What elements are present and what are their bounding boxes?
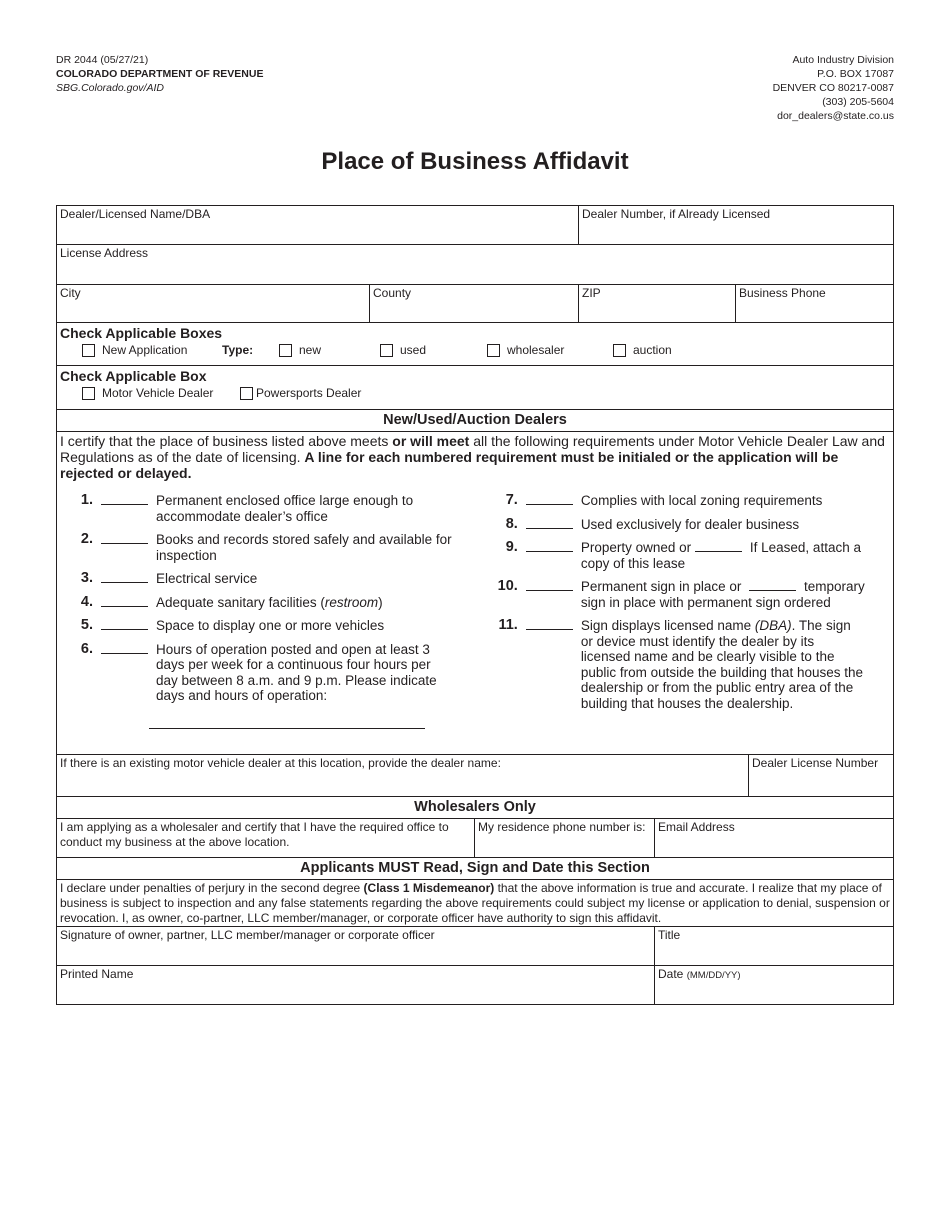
type-label: Type:	[222, 343, 254, 357]
initial-line-6[interactable]	[101, 642, 148, 654]
row-address	[57, 245, 893, 285]
initial-line-3[interactable]	[101, 571, 148, 583]
new-label: new	[299, 343, 322, 357]
requirement-5: 5. Space to display one or more vehicles	[80, 617, 385, 633]
po-box: P.O. BOX 17087	[817, 68, 894, 80]
city-field[interactable]: City	[57, 285, 370, 322]
business-phone-field[interactable]: Business Phone	[739, 286, 826, 300]
check-boxes-heading: Check Applicable Boxes	[60, 325, 223, 341]
motor-vehicle-checkbox[interactable]	[82, 387, 95, 400]
initial-line-1[interactable]	[101, 493, 148, 505]
initial-line-7[interactable]	[526, 493, 573, 505]
dealer-license-number-field[interactable]: Dealer License Number	[752, 756, 879, 770]
wholesaler-checkbox[interactable]	[487, 344, 500, 357]
requirement-2: 2. Books and records stored safely and available for inspection	[80, 531, 452, 563]
row-declaration	[57, 880, 893, 927]
row-check-box	[57, 366, 893, 410]
zip-field[interactable]: ZIP	[579, 285, 736, 322]
email: dor_dealers@state.co.us	[777, 110, 894, 122]
requirement-6: 6. Hours of operation posted and open at least 3 days per week for a continuous four hours per day between 8 a.m. and 9 p.m. Please indicate days and hours of operation:	[80, 640, 437, 703]
requirement-3: 3. Electrical service	[80, 570, 258, 586]
title-field[interactable]: Title	[658, 928, 681, 942]
powersports-label: Powersports Dealer	[256, 386, 362, 400]
requirement-4: 4. Adequate sanitary facilities (restroom)	[80, 593, 383, 610]
date-field[interactable]: Date (MM/DD/YY)	[658, 967, 741, 981]
initial-line-5[interactable]	[101, 618, 148, 630]
requirement-9: 9. Property owned or If Leased, attach a copy of this lease	[505, 539, 861, 571]
residence-phone-field[interactable]: My residence phone number is:	[475, 819, 655, 857]
wholesalers-heading: Wholesalers Only	[414, 799, 536, 815]
motor-vehicle-label: Motor Vehicle Dealer	[102, 386, 214, 400]
powersports-checkbox[interactable]	[240, 387, 253, 400]
row-new-used-heading	[57, 410, 893, 432]
used-label: used	[400, 343, 427, 357]
initial-line-9[interactable]	[526, 540, 573, 552]
row-check-boxes	[57, 323, 893, 366]
existing-dealer-field[interactable]: If there is an existing motor vehicle dealer at this location, provide the dealer name:	[57, 755, 749, 796]
row-signature	[57, 927, 893, 966]
row-city	[57, 285, 893, 323]
printed-name-field[interactable]: Printed Name	[57, 966, 655, 1004]
row-printed-name	[57, 966, 893, 1004]
requirement-11: 11. Sign displays licensed name (DBA). The sign or device must identify the dealer by its licensed name and be clearly visible to the public from outside the building that houses the dealership or from the public entry area of the building that houses the dealership.	[498, 617, 863, 711]
wholesaler-certify-text: I am applying as a wholesaler and certify that I have the required office to conduct my business at the above location.	[57, 819, 475, 857]
signature-field[interactable]: Signature of owner, partner, LLC member/manager or corporate officer	[57, 927, 655, 965]
affidavit-form	[56, 205, 894, 1005]
certification-text: I certify that the place of business listed above meets or will meet all the following requirements under Motor Vehicle Dealer Law and Regulations as of the date of licensing. A line for each numbered requirement must be initialed or the application will be rejected or delayed.	[60, 433, 885, 481]
requirement-1: 1. Permanent enclosed office large enough to accommodate dealer’s office	[80, 492, 414, 524]
page-title: Place of Business Affidavit	[321, 148, 629, 175]
initial-line-2[interactable]	[101, 532, 148, 544]
department-name: COLORADO DEPARTMENT OF REVENUE	[56, 68, 264, 80]
wholesaler-email-field[interactable]: Email Address	[658, 820, 735, 834]
requirement-7: 7. Complies with local zoning requirements	[505, 492, 823, 508]
agency-header	[56, 53, 263, 95]
dealer-name-field[interactable]: Dealer/Licensed Name/DBA	[57, 206, 579, 244]
temporary-sign-initial-line[interactable]	[749, 580, 796, 591]
row-wholesalers	[57, 819, 893, 858]
auction-checkbox[interactable]	[613, 344, 626, 357]
row-wholesalers-heading	[57, 797, 893, 819]
row-sign-heading	[57, 858, 893, 880]
hours-of-operation-line[interactable]	[149, 728, 425, 729]
used-checkbox[interactable]	[380, 344, 393, 357]
dealer-number-field[interactable]: Dealer Number, if Already Licensed	[582, 207, 771, 221]
requirement-8: 8. Used exclusively for dealer business	[505, 515, 800, 532]
row-dealer	[57, 206, 893, 245]
form-number: DR 2044 (05/27/21)	[56, 54, 149, 66]
city-line: DENVER CO 80217-0087	[772, 82, 894, 94]
leased-initial-line[interactable]	[695, 541, 742, 552]
new-used-heading: New/Used/Auction Dealers	[383, 412, 567, 428]
row-existing-dealer	[57, 755, 893, 797]
new-checkbox[interactable]	[279, 344, 292, 357]
check-box-heading: Check Applicable Box	[60, 368, 207, 384]
requirements-list	[57, 481, 893, 739]
new-application-checkbox[interactable]	[82, 344, 95, 357]
division-address	[773, 53, 894, 123]
initial-line-8[interactable]	[526, 517, 573, 529]
website: SBG.Colorado.gov/AID	[56, 82, 164, 94]
initial-line-11[interactable]	[526, 618, 573, 630]
license-address-field[interactable]: License Address	[60, 246, 149, 260]
phone: (303) 205-5604	[822, 96, 894, 108]
requirement-10: 10. Permanent sign in place or temporary sign in place with permanent sign ordered	[497, 578, 865, 610]
division-name: Auto Industry Division	[792, 54, 894, 66]
county-field[interactable]: County	[370, 285, 579, 322]
wholesaler-label: wholesaler	[507, 343, 565, 357]
initial-line-10[interactable]	[526, 579, 573, 591]
sign-heading: Applicants MUST Read, Sign and Date this Section	[300, 860, 650, 876]
initial-line-4[interactable]	[101, 595, 148, 607]
new-application-label: New Application	[102, 343, 188, 357]
declaration-text: I declare under penalties of perjury in the second degree (Class 1 Misdemeanor) that the above information is true and accurate. I realize that my place of business is subject to inspection and any false statements regarding the above requirements could subject my license or application to denial, suspension or revocation. I, as owner, co-partner, LLC member/manager, or corporate officer have authority to sign this affidavit.	[60, 881, 890, 925]
row-requirements	[57, 432, 893, 755]
auction-label: auction	[633, 343, 672, 357]
